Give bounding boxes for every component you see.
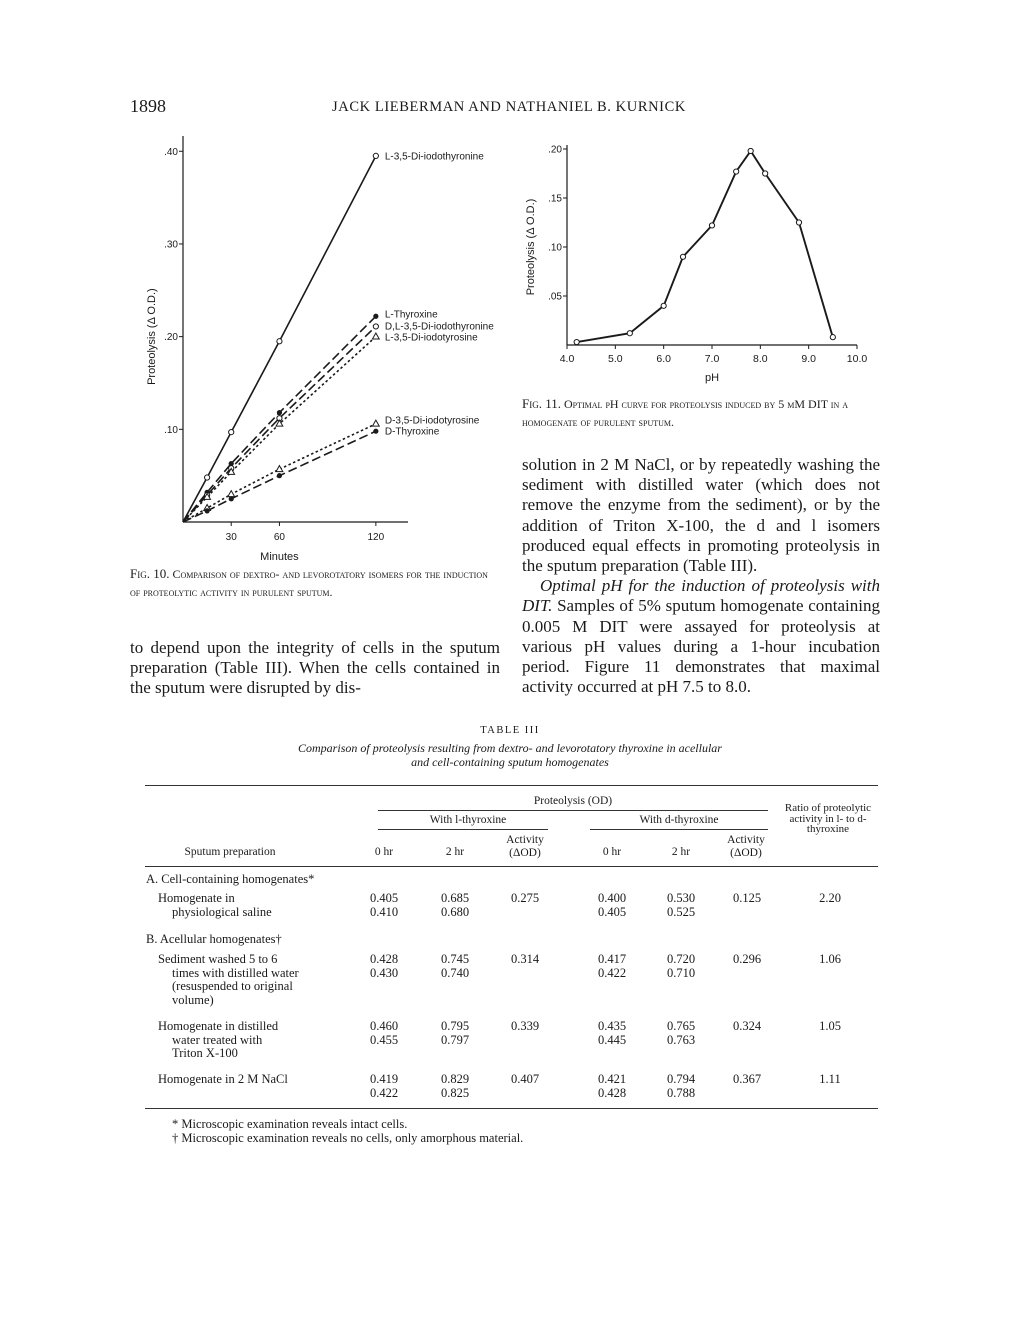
row-3-d-2hr: 0.765 0.763: [666, 1019, 696, 1047]
row-4-l-2hr: 0.829 0.825: [440, 1072, 470, 1100]
row-2-d-activity: 0.296: [732, 952, 762, 966]
fig10-series-label-4: L-3,5-Di-iodotyrosine: [384, 332, 478, 344]
fig11-point: [680, 254, 685, 259]
row-2-label-line-1: Sediment washed 5 to 6: [158, 952, 278, 966]
table-caption: [230, 741, 790, 769]
fig10-point-5: [228, 491, 235, 497]
figure-10-caption: [130, 565, 500, 601]
row-1-d-0hr: 0.400 0.405: [597, 891, 627, 919]
right-paragraph-2: [522, 576, 880, 697]
fig11-x-tick-label: 4.0: [559, 353, 575, 365]
fig11-series-line: [577, 151, 833, 342]
fig10-point-5: [372, 420, 379, 426]
row-2-label: [158, 953, 299, 1007]
fig10-y-tick-label: .20: [164, 332, 178, 344]
table-header-rule: [145, 866, 878, 867]
page-number: 1898: [130, 96, 166, 116]
fig10-y-tick-label: .40: [164, 146, 178, 158]
table-label: TABLE III: [480, 725, 540, 736]
section-a-title: A. Cell-containing homogenates*: [146, 872, 315, 886]
fig11-y-label: Proteolysis (Δ O.D.): [525, 198, 537, 296]
figure-11-number: Fig. 11.: [522, 396, 561, 411]
fig11-x-tick-label: 5.0: [608, 353, 623, 365]
figure-11-chart: [495, 125, 895, 385]
row-3-l-0hr: 0.460 0.455: [369, 1019, 399, 1047]
figure-11-caption: [522, 395, 882, 431]
row-2-ratio: 1.06: [819, 952, 841, 966]
header-sputum-preparation: Sputum preparation: [184, 846, 276, 858]
fig11-x-tick-label: 10.0: [846, 353, 868, 365]
fig10-point-4: [372, 333, 379, 339]
table-caption-line-1: Comparison of proteolysis resulting from dextro- and levorotatory thyroxine in acellular: [298, 741, 722, 755]
fig11-y-tick-label: .20: [548, 144, 562, 156]
fig11-line: [577, 151, 833, 342]
section-b-title: B. Acellular homogenates†: [146, 932, 282, 946]
row-3-l-2hr: 0.795 0.797: [440, 1019, 470, 1047]
right-paragraph-1: solution in 2 M NaCl, or by repeatedly washing the sediment with distilled water (which does not remove the enzyme from the sediment), or by the addition of Triton X-100, the d and l isomers produced equal effects in promoting proteolysis in the sputum preparation (Table III).: [522, 455, 880, 576]
table-caption-line-2: and cell-containing sputum homogenates: [411, 755, 609, 769]
left-column-text: [130, 638, 500, 699]
fig10-series-label-1: L-3,5-Di-iodothyronine: [384, 151, 484, 163]
row-2-label-line-3: (resuspended to original: [172, 979, 293, 993]
header-l-0hr: 0 hr: [374, 846, 394, 858]
table-bottom-rule: [145, 1108, 878, 1109]
fig11-point: [709, 223, 714, 228]
row-1-ratio: 2.20: [819, 891, 841, 905]
fig10-x-tick-label: 120: [367, 532, 385, 543]
fig11-point: [574, 339, 579, 344]
row-4-l-0hr: 0.419 0.422: [369, 1072, 399, 1100]
fig10-labels: [385, 151, 494, 437]
left-paragraph: to depend upon the integrity of cells in the sputum preparation (Table III). When the cells contained in the sputum were disrupted by dis-: [130, 638, 500, 698]
row-2-d-0hr: 0.417 0.422: [597, 952, 627, 980]
running-head: JACK LIEBERMAN AND NATHANIEL B. KURNICK: [332, 99, 686, 115]
fig11-x-tick-label: 7.0: [704, 353, 720, 365]
row-4-d-activity: 0.367: [732, 1072, 762, 1086]
figure-10-number: Fig. 10.: [130, 566, 170, 581]
row-3-label: [158, 1020, 278, 1061]
header-d-activity: Activity (ΔOD): [727, 834, 765, 859]
fig10-point-6: [205, 508, 210, 513]
fig10-x-label: Minutes: [260, 551, 299, 563]
row-1-d-2hr: 0.530 0.525: [666, 891, 696, 919]
header-l-2hr: 2 hr: [445, 846, 465, 858]
fig11-point: [763, 171, 768, 176]
row-4-l-activity: 0.407: [510, 1072, 540, 1086]
row-2-label-line-4: volume): [172, 992, 214, 1007]
fig11-y-tick-label: .15: [548, 193, 562, 205]
row-2-d-2hr: 0.720 0.710: [666, 952, 696, 980]
header-ratio: Ratio of proteolytic activity in l- to d-thyroxine: [784, 802, 872, 835]
fig10-point-1: [205, 475, 210, 480]
right-paragraph-2-body: Samples of 5% sputum homogenate containing 0.005 M DIT were assayed for proteolysis at various pH values during a 1-hour incubation period. Figure 11 demonstrates that maximal activity occurred at pH 7.5 to 8.0.: [522, 596, 880, 697]
header-d-2hr: 2 hr: [671, 846, 691, 858]
row-2-l-2hr: 0.745 0.740: [440, 952, 470, 980]
fig10-axes: [146, 136, 408, 563]
fig10-point-3: [373, 324, 378, 329]
fig10-point-6: [277, 473, 282, 478]
fig11-point: [796, 220, 801, 225]
fig10-markers: [204, 153, 380, 513]
fig10-series-label-6: D-Thyroxine: [384, 426, 440, 438]
header-l-activity: Activity (ΔOD): [506, 834, 544, 859]
fig10-series-label-5: D-3,5-Di-iodotyrosine: [384, 415, 480, 427]
row-3-label-line-1: Homogenate in distilled: [158, 1019, 279, 1033]
footnote-dagger: † Microscopic examination reveals no cells, only amorphous material.: [172, 1131, 524, 1145]
header-with-d-thyroxine: With d-thyroxine: [639, 814, 719, 826]
header-rule-d: [590, 829, 768, 830]
table-top-rule: [145, 785, 878, 786]
fig10-series-label-2: L-Thyroxine: [384, 309, 438, 321]
header-proteolysis: Proteolysis (OD): [533, 795, 613, 807]
header-with-l-thyroxine: With l-thyroxine: [429, 814, 507, 826]
row-1-label-line-1: Homogenate in: [158, 891, 235, 905]
row-3-d-0hr: 0.435 0.445: [597, 1019, 627, 1047]
section-heading-optimal-ph: Optimal pH for the induction of proteolysis with DIT.: [522, 576, 880, 616]
fig10-series-label-3: D,L-3,5-Di-iodothyronine: [384, 321, 494, 333]
fig10-point-1: [373, 153, 378, 158]
fig11-point: [661, 303, 666, 308]
row-2-l-0hr: 0.428 0.430: [369, 952, 399, 980]
row-1-l-2hr: 0.685 0.680: [440, 891, 470, 919]
row-1-label-line-2: physiological saline: [172, 904, 272, 919]
figure-10-chart: [120, 125, 520, 565]
fig10-x-tick-label: 30: [225, 532, 237, 543]
row-1-l-activity: 0.275: [510, 891, 540, 905]
row-3-ratio: 1.05: [819, 1019, 841, 1033]
fig10-y-tick-label: .30: [164, 239, 178, 251]
row-4-label-line-1: Homogenate in 2 M NaCl: [158, 1072, 288, 1086]
fig11-axes: [525, 145, 867, 385]
figure-10-caption-text: Comparison of dextro- and levorotatory isomers for the induction of proteolytic activity in purulent sputum.: [130, 567, 488, 599]
fig10-point-1: [229, 429, 234, 434]
fig10-point-6: [373, 429, 378, 434]
right-column-text: [522, 455, 880, 697]
row-3-label-line-3: Triton X-100: [172, 1046, 238, 1060]
row-3-d-activity: 0.324: [732, 1019, 762, 1033]
fig10-point-2: [277, 410, 282, 415]
header-rule-proteolysis: [378, 810, 768, 811]
fig10-line-4: [183, 337, 376, 522]
fig11-x-tick-label: 8.0: [753, 353, 768, 365]
fig11-y-tick-label: .10: [548, 242, 562, 254]
row-3-l-activity: 0.339: [510, 1019, 540, 1033]
fig10-line-5: [183, 424, 376, 522]
fig10-y-label: Proteolysis (Δ O.D.): [146, 288, 158, 385]
row-4-d-0hr: 0.421 0.428: [597, 1072, 627, 1100]
fig11-x-label: pH: [704, 372, 720, 384]
row-2-label-line-2: times with distilled water: [172, 965, 299, 980]
fig11-point: [734, 169, 739, 174]
fig11-point: [748, 148, 753, 153]
fig10-y-tick-label: .10: [164, 424, 178, 436]
fig11-markers: [574, 148, 835, 344]
row-1-label: [158, 892, 272, 919]
row-1-d-activity: 0.125: [732, 891, 762, 905]
row-4-ratio: 1.11: [819, 1072, 841, 1086]
fig11-x-tick-label: 9.0: [801, 353, 816, 365]
fig10-x-tick-label: 60: [273, 532, 285, 543]
header-d-0hr: 0 hr: [602, 846, 622, 858]
fig11-x-tick-label: 6.0: [656, 353, 671, 365]
fig11-point: [627, 331, 632, 336]
fig11-y-tick-label: .05: [548, 291, 562, 303]
header-rule-l: [378, 829, 548, 830]
row-3-label-line-2: water treated with: [172, 1032, 263, 1047]
row-1-l-0hr: 0.405 0.410: [369, 891, 399, 919]
fig10-point-1: [277, 339, 282, 344]
figure-11-caption-text: Optimal pH curve for proteolysis induced by 5 mM DIT in a homogenate of purulent sputum.: [522, 397, 849, 429]
row-4-d-2hr: 0.794 0.788: [666, 1072, 696, 1100]
fig11-point: [830, 335, 835, 340]
fig10-point-2: [373, 314, 378, 319]
fig10-point-6: [229, 496, 234, 501]
footnote-asterisk: * Microscopic examination reveals intact cells.: [172, 1117, 408, 1131]
row-4-label: [158, 1073, 288, 1087]
row-2-l-activity: 0.314: [510, 952, 540, 966]
